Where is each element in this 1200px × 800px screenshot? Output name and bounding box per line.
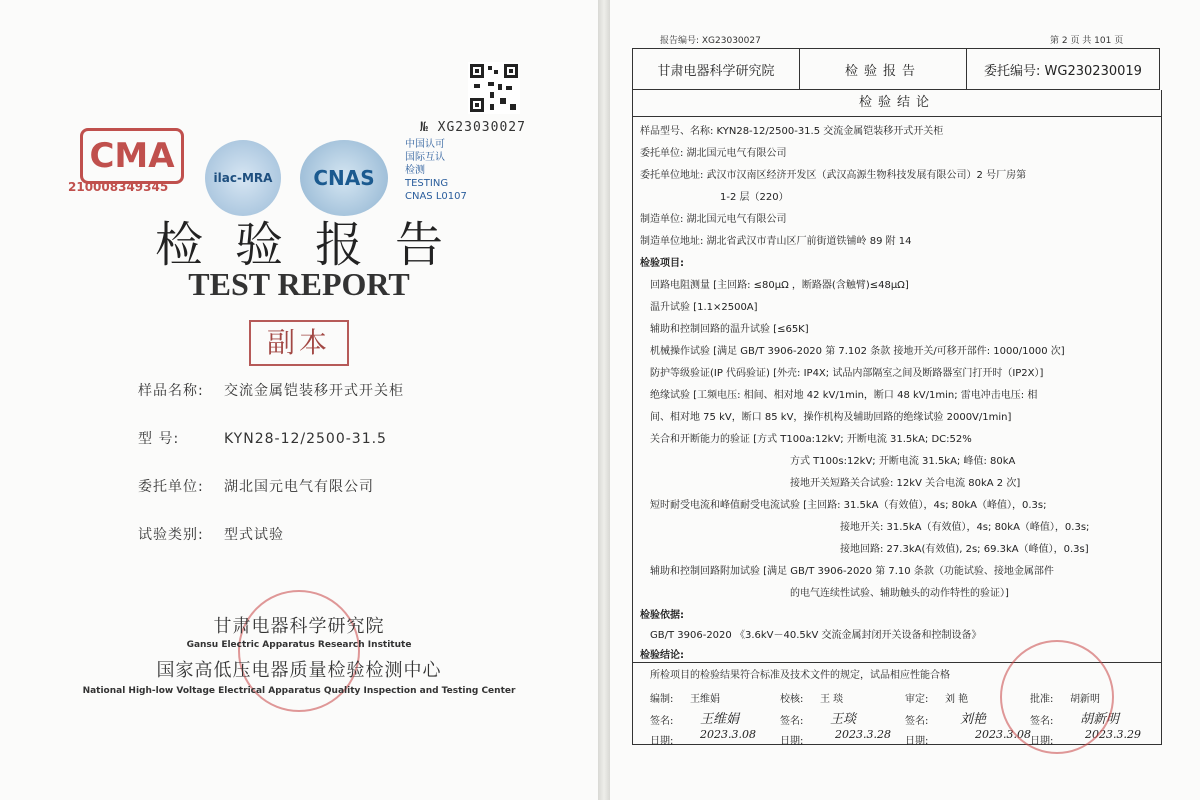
field-model: 型 号: KYN28-12/2500-31.5 <box>138 431 387 447</box>
row-item-aux-additional-cont: 的电气连续性试验、辅助触头的动作特性的验证）] <box>790 588 1009 599</box>
row-item-insulation-cont: 间、相对地 75 kV，断口 85 kV，操作机构及辅助回路的绝缘试验 2000V/1min] <box>650 412 1012 423</box>
row-client: 委托单位: 湖北国元电气有限公司 <box>640 148 787 159</box>
reviewer-name: 刘 艳 <box>945 694 969 705</box>
cnas-accreditation-text: 中国认可 国际互认 检测 TESTING CNAS L0107 <box>405 139 467 202</box>
row-item-making-breaking: 关合和开断能力的验证 [方式 T100a:12kV; 开断电流 31.5kA; DC:52% <box>650 434 972 445</box>
field-test-type: 试验类别: 型式试验 <box>138 527 284 543</box>
section-title: 检验结论 <box>632 90 1162 117</box>
date-label-2: 日期: <box>780 736 804 747</box>
date-label-4: 日期: <box>1030 736 1054 747</box>
row-item-ip-code: 防护等级验证(IP 代码验证) [外壳: IP4X; 试品内部隔室之间及断路器室门打开时（IP2X）] <box>650 368 1044 379</box>
checker-name: 王 琰 <box>820 694 844 705</box>
row-conclusion-text: 所检项目的检验结果符合标准及技术文件的规定，试品相应性能合格 <box>650 670 950 681</box>
institute-name-cn: 甘肃电器科学研究院 <box>213 616 385 637</box>
row-item-temperature: 温升试验 [1.1×2500A] <box>650 302 758 313</box>
editor-name: 王维娟 <box>690 694 720 705</box>
center-name-cn: 国家高低压电器质量检验检测中心 <box>156 660 442 681</box>
report-title-cn: 检验报告 <box>154 217 475 273</box>
row-sample-model: 样品型号、名称: KYN28-12/2500-31.5 交流金属铠装移开式开关柜 <box>640 126 944 137</box>
row-basis-label: 检验依据: <box>640 610 684 621</box>
sign-label-1: 签名: <box>650 716 674 727</box>
sign-label-4: 签名: <box>1030 716 1054 727</box>
row-item-mechanical: 机械操作试验 [满足 GB/T 3906-2020 第 7.102 条款 接地开关/可移开部件: 1000/1000 次] <box>650 346 1065 357</box>
row-item-making-breaking-3: 接地开关短路关合试验: 12kV 关合电流 80kA 2 次] <box>790 478 1021 489</box>
copy-stamp: 副本 <box>249 320 349 366</box>
header-title: 检验报告 <box>800 49 967 90</box>
report-number: 报告编号: XG23030027 <box>660 36 761 46</box>
date-label-3: 日期: <box>905 736 929 747</box>
row-item-short-time-2: 接地开关: 31.5kA（有效值），4s; 80kA（峰值），0.3s; <box>840 522 1090 533</box>
row-item-insulation: 绝缘试验 [工频电压: 相间、相对地 42 kV/1min，断口 48 kV/1min; 雷电冲击电压: 相 <box>650 390 1038 401</box>
row-item-short-time: 短时耐受电流和峰值耐受电流试验 [主回路: 31.5kA（有效值），4s; 80kA（峰值），0.3s; <box>650 500 1047 511</box>
page-gutter <box>598 0 610 800</box>
row-manufacturer: 制造单位: 湖北国元电气有限公司 <box>640 214 787 225</box>
date-editor: 2023.3.08 <box>700 728 756 741</box>
signature-checker: 王琰 <box>830 712 857 727</box>
row-test-items-label: 检验项目: <box>640 258 684 269</box>
row-client-address: 委托单位地址: 武汉市汉南区经济开发区（武汉高源生物科技发展有限公司）2 号厂房第 <box>640 170 1027 181</box>
ilac-mra-logo: ilac-MRA <box>205 140 281 216</box>
row-item-making-breaking-2: 方式 T100s:12kV; 开断电流 31.5kA; 峰值: 80kA <box>790 456 1016 467</box>
signature-editor: 王维娟 <box>700 712 740 727</box>
row-client-address-cont: 1-2 层（220） <box>720 192 789 203</box>
date-approver: 2023.3.29 <box>1085 728 1141 741</box>
sign-label-2: 签名: <box>780 716 804 727</box>
checker-label: 校核: <box>780 694 804 705</box>
cma-number: 210008349345 <box>68 180 169 194</box>
signature-approver: 胡新明 <box>1080 712 1120 727</box>
report-title-en: TEST REPORT <box>188 266 410 302</box>
sign-label-3: 签名: <box>905 716 929 727</box>
row-item-resistance: 回路电阻测量 [主回路: ≤80μΩ ，断路器(含触臂)≤48μΩ] <box>650 280 909 291</box>
date-checker: 2023.3.28 <box>835 728 891 741</box>
date-reviewer: 2023.3.08 <box>975 728 1031 741</box>
field-client: 委托单位: 湖北国元电气有限公司 <box>138 479 374 495</box>
approval-seal <box>1000 640 1114 754</box>
center-name-en: National High-low Voltage Electrical Apparatus Quality Inspection and Testing Center <box>82 686 516 696</box>
row-basis-standard: GB/T 3906-2020 《3.6kV－40.5kV 交流金属封闭开关设备和控制设备》 <box>650 630 982 641</box>
editor-label: 编制: <box>650 694 674 705</box>
cnas-logo: CNAS <box>300 140 388 216</box>
row-manufacturer-address: 制造单位地址: 湖北省武汉市青山区厂前街道铁铺岭 89 附 14 <box>640 236 912 247</box>
date-label-1: 日期: <box>650 736 674 747</box>
header-institute: 甘肃电器科学研究院 <box>633 49 800 90</box>
qr-code-icon <box>468 62 520 114</box>
signature-reviewer: 刘艳 <box>960 712 987 727</box>
row-item-aux-additional: 辅助和控制回路附加试验 [满足 GB/T 3906-2020 第 7.10 条款（功能试验、接地金属部件 <box>650 566 1054 577</box>
reviewer-label: 审定: <box>905 694 929 705</box>
header-commission-no: 委托编号: WG230230019 <box>967 49 1160 90</box>
cma-logo: CMA <box>80 128 184 184</box>
row-item-short-time-3: 接地回路: 27.3kA(有效值), 2s; 69.3kA（峰值），0.3s] <box>840 544 1089 555</box>
approver-label: 批准: <box>1030 694 1054 705</box>
row-item-aux-temperature: 辅助和控制回路的温升试验 [≤65K] <box>650 324 809 335</box>
institute-name-en: Gansu Electric Apparatus Research Institute <box>186 640 412 650</box>
report-header-table <box>632 48 1160 90</box>
approver-name: 胡新明 <box>1070 694 1100 705</box>
row-conclusion-label: 检验结论: <box>640 650 684 661</box>
field-sample-name: 样品名称: 交流金属铠装移开式开关柜 <box>138 383 404 399</box>
page-indicator: 第 2 页 共 101 页 <box>1050 36 1124 46</box>
report-serial-number: № XG23030027 <box>420 120 526 135</box>
